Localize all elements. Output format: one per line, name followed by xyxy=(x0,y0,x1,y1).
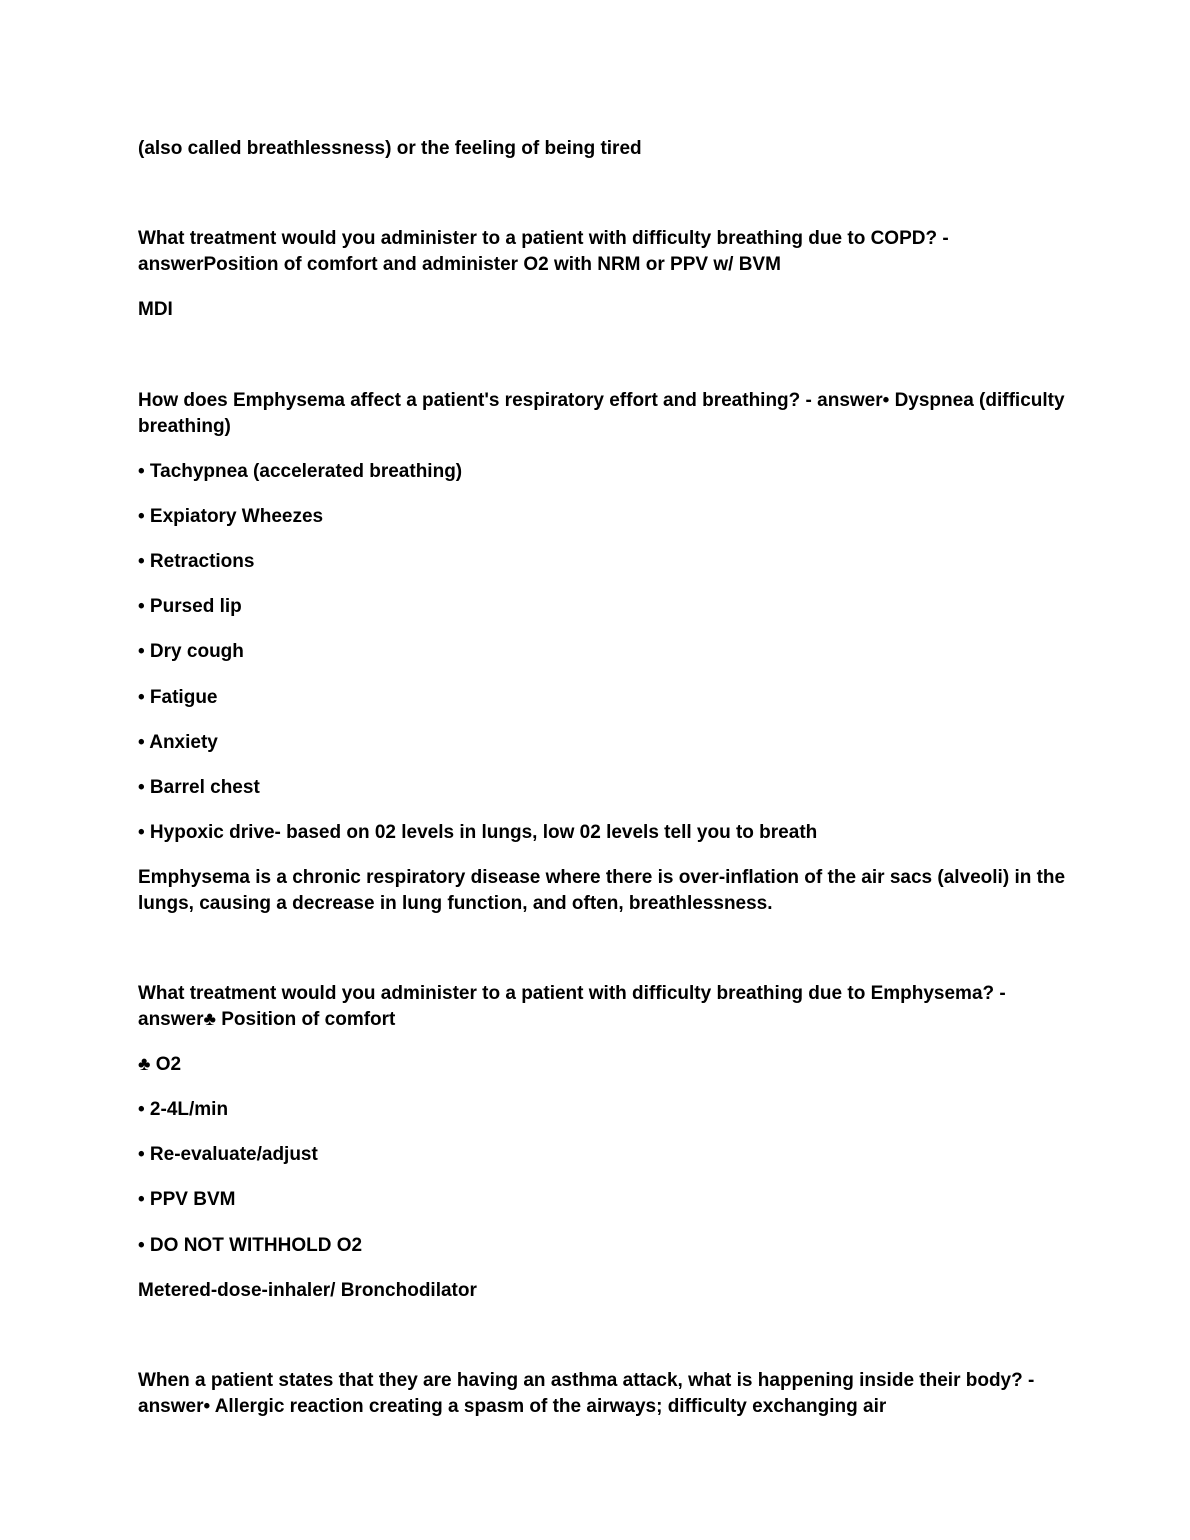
text-breathlessness-definition: (also called breathlessness) or the feeling of being tired xyxy=(138,138,642,159)
question-emphysema-treatment: What treatment would you administer to a patient with difficulty breathing due to Emphysema? - answer♣ Position of comfort xyxy=(138,983,1012,1030)
list-item-expiatory-wheezes: • Expiatory Wheezes xyxy=(138,506,324,527)
list-item-anxiety: • Anxiety xyxy=(138,732,218,753)
list-item-do-not-withhold: • DO NOT WITHHOLD O2 xyxy=(138,1235,363,1256)
list-item-dry-cough: • Dry cough xyxy=(138,641,244,662)
list-item-retractions: • Retractions xyxy=(138,551,255,572)
text-emphysema-definition: Emphysema is a chronic respiratory disease where there is over-inflation of the air sacs (alveoli) in the lungs, causing a decrease in lung function, and often, breathlessness. xyxy=(138,867,1071,914)
list-item-re-evaluate: • Re-evaluate/adjust xyxy=(138,1144,318,1165)
list-item-o2: ♣ O2 xyxy=(138,1054,182,1075)
list-item-hypoxic-drive: • Hypoxic drive- based on 02 levels in lungs, low 02 levels tell you to breath xyxy=(138,822,818,843)
question-asthma-attack: When a patient states that they are having an asthma attack, what is happening inside their body? - answer• Allergic reaction creating a spasm of the airways; difficulty exchanging air xyxy=(138,1370,1040,1417)
list-item-ppv-bvm: • PPV BVM xyxy=(138,1189,236,1210)
text-metered-dose-inhaler: Metered-dose-inhaler/ Bronchodilator xyxy=(138,1280,477,1301)
list-item-barrel-chest: • Barrel chest xyxy=(138,777,260,798)
list-item-flow-rate: • 2-4L/min xyxy=(138,1099,229,1120)
question-emphysema-effect: How does Emphysema affect a patient's respiratory effort and breathing? - answer• Dyspnea (difficulty breathing) xyxy=(138,390,1070,437)
list-item-tachypnea: • Tachypnea (accelerated breathing) xyxy=(138,461,463,482)
list-item-fatigue: • Fatigue xyxy=(138,687,218,708)
text-mdi: MDI xyxy=(138,299,173,320)
list-item-pursed-lip: • Pursed lip xyxy=(138,596,242,617)
question-copd-treatment: What treatment would you administer to a patient with difficulty breathing due to COPD? - answerPosition of comfort and administer O2 with NRM or PPV w/ BVM xyxy=(138,228,954,275)
